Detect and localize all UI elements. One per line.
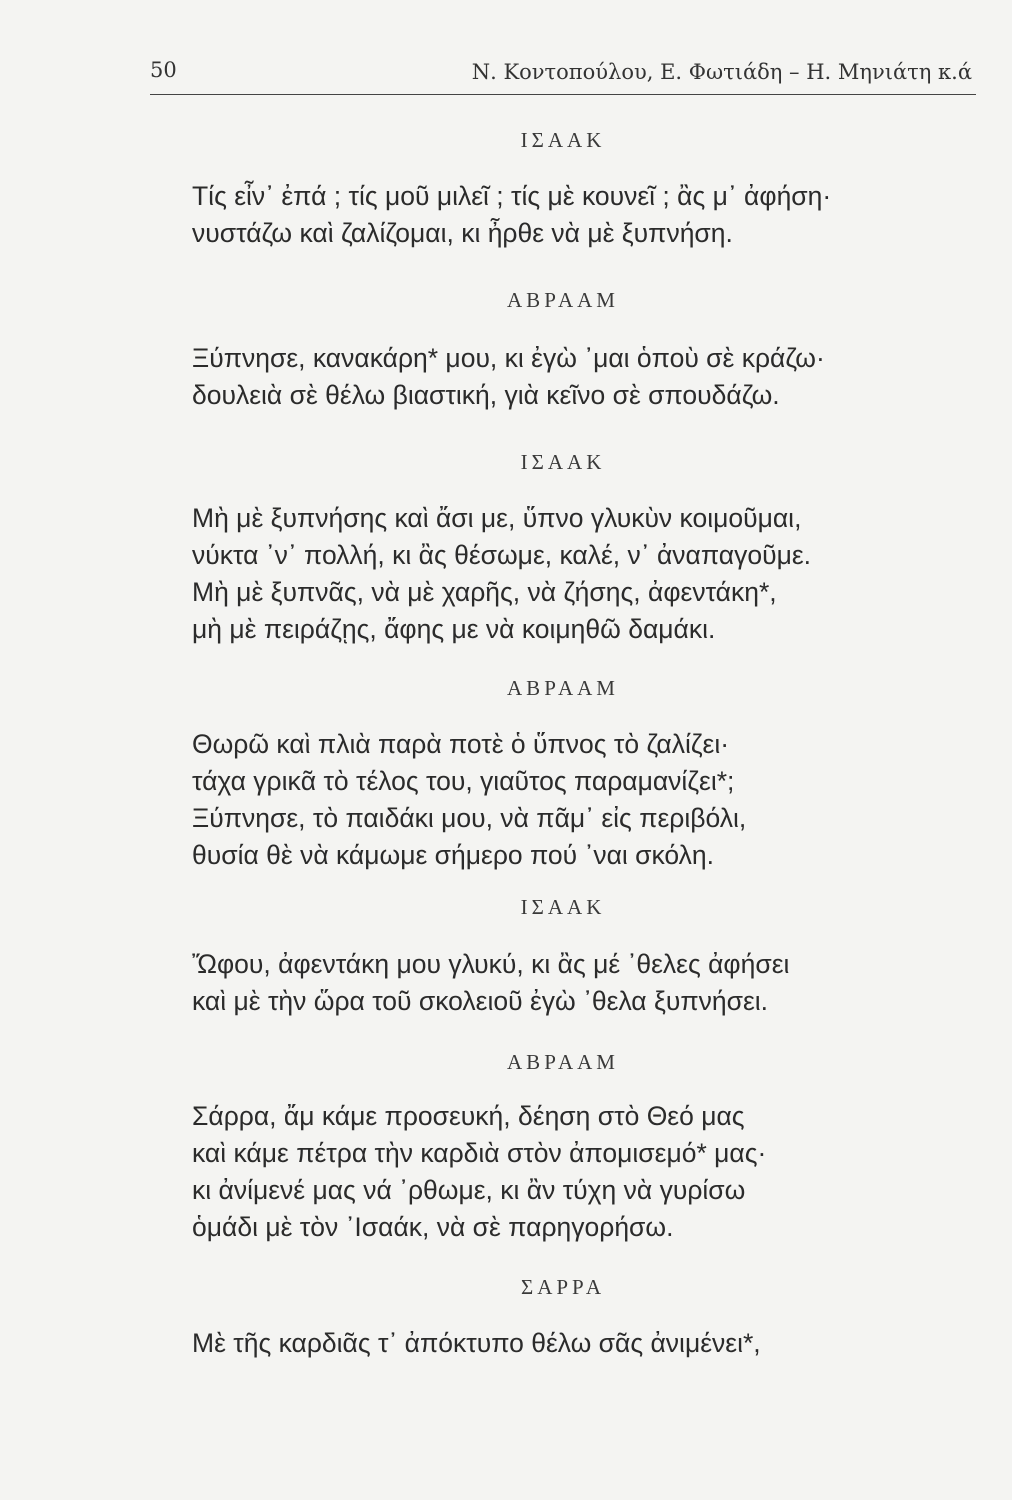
verse-stanza [192,946,982,1020]
verse-line: καὶ κάμε πέτρα τὴν καρδιὰ στὸν ἀπομισεμό* μας· [192,1138,767,1168]
verse-line: νύκτα ᾽ν᾽ πολλή, κι ἂς θέσωμε, καλέ, ν᾽ ἀναπαγοῦμε. [192,540,812,570]
verse-line: Σάρρα, ἄμ κάμε προσευκή, δέηση στὸ Θεό μας [192,1101,745,1131]
speaker-heading: ΣΑΡΡΑ [520,1275,605,1299]
verse-stanza [192,726,982,874]
verse-line: Ξύπνησε, κανακάρη* μου, κι ἐγὼ ᾽μαι ὁποὺ σὲ κράζω· [192,343,825,373]
page-number: 50 [150,58,177,82]
verse-line: Τίς εἶν᾽ ἐπά ; τίς μοῦ μιλεῖ ; τίς μὲ κουνεῖ ; ἂς μ᾽ ἀφήση· [192,181,832,211]
speaker-heading: ΑΒΡΑΑΜ [507,1050,619,1074]
verse-line: Μὴ μὲ ξυπνήσης καὶ ἄσι με, ὕπνο γλυκὺν κοιμοῦμαι, [192,503,802,533]
speaker-heading: ΙΣΑΑΚ [520,895,606,919]
verse-line: Ὤφου, ἀφεντάκη μου γλυκύ, κι ἂς μέ ᾽θελες ἀφήσει [192,949,790,979]
speaker-heading: ΙΣΑΑΚ [520,450,606,474]
running-head [150,48,976,88]
verse-stanza [192,340,982,414]
verse-line: ὁμάδι μὲ τὸν ᾽Ισαάκ, νὰ σὲ παρηγορήσω. [192,1212,674,1242]
speaker-heading: ΑΒΡΑΑΜ [507,676,619,700]
verse-line: θυσία θὲ νὰ κάμωμε σήμερο πού ᾽ναι σκόλη. [192,840,715,870]
speaker-heading: ΑΒΡΑΑΜ [507,288,619,312]
verse-line: καὶ μὲ τὴν ὥρα τοῦ σκολειοῦ ἐγὼ ᾽θελα ξυπνήσει. [192,986,769,1016]
speaker-heading: ΙΣΑΑΚ [520,128,606,152]
verse-line: Ξύπνησε, τὸ παιδάκι μου, νὰ πᾶμ᾽ εἰς περιβόλι, [192,803,747,833]
verse-line: Μὴ μὲ ξυπνᾶς, νὰ μὲ χαρῆς, νὰ ζήσης, ἀφεντάκη*, [192,577,777,607]
verse-line: τάχα γρικᾶ τὸ τέλος του, γιαῦτος παραμανίζει*; [192,766,735,796]
verse-line: μὴ μὲ πειράζῃς, ἄφης με νὰ κοιμηθῶ δαμάκι. [192,614,716,644]
verse-stanza [192,178,982,252]
verse-stanza [192,1098,982,1246]
verse-line: δουλειὰ σὲ θέλω βιαστική, γιὰ κεῖνο σὲ σπουδάζω. [192,380,780,410]
header-rule [150,94,976,95]
verse-line: Θωρῶ καὶ πλιὰ παρὰ ποτὲ ὁ ὕπνος τὸ ζαλίζει· [192,729,730,759]
verse-line: Μὲ τῆς καρδιᾶς τ᾽ ἀπόκτυπο θέλω σᾶς ἀνιμένει*, [192,1328,761,1358]
verse-line: κι ἀνίμενέ μας νά ᾽ρθωμε, κι ἂν τύχη νὰ γυρίσω [192,1175,746,1205]
verse-stanza [192,1325,982,1362]
verse-stanza [192,500,982,648]
running-head-authors: Ν. Κοντοπούλου, Ε. Φωτιάδη – Η. Μηνιάτη κ.ά [471,60,972,84]
verse-line: νυστάζω καὶ ζαλίζομαι, κι ἦρθε νὰ μὲ ξυπνήση. [192,218,733,248]
